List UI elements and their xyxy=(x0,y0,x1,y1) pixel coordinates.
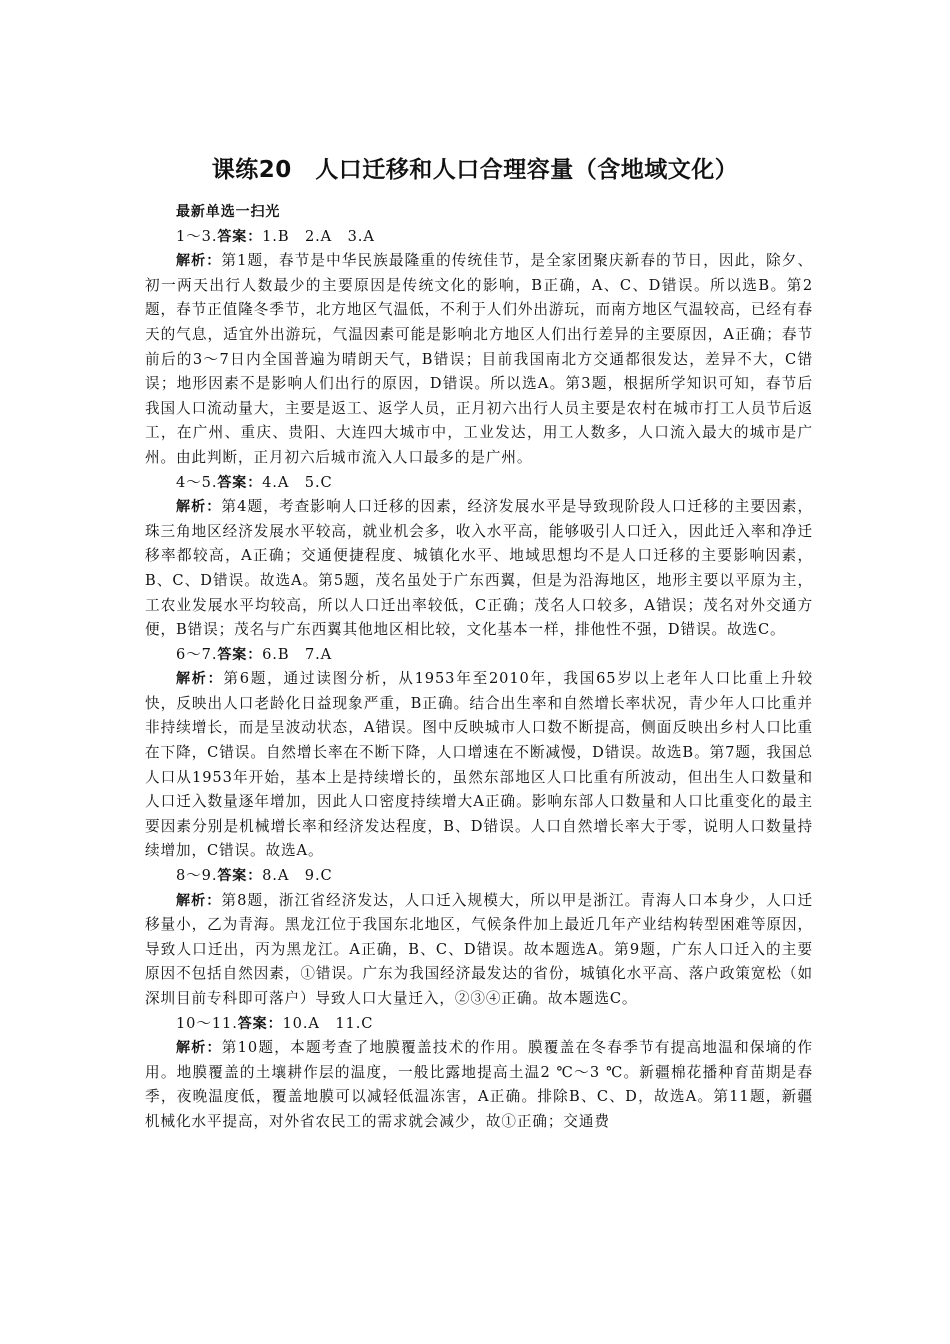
answer-values: 4.A 5.C xyxy=(262,473,333,491)
question-range: 10～11. xyxy=(176,1014,238,1032)
question-range: 4～5. xyxy=(176,473,218,491)
analysis-label: 解析： xyxy=(176,892,222,909)
answer-line xyxy=(145,225,813,250)
answer-line xyxy=(145,864,813,889)
answer-label: 答案： xyxy=(237,1015,283,1032)
section-heading-text: 最新单选一扫光 xyxy=(176,204,281,220)
answer-label: 答案： xyxy=(217,474,263,491)
answer-label: 答案： xyxy=(217,228,263,245)
question-range: 6～7. xyxy=(176,645,218,663)
analysis-text: 第6题，通过读图分析，从1953年至2010年，我国65岁以上老年人口比重上升较快，反映出人口老龄化日益现象严重，B正确。结合出生率和自然增长率状况，青少年人口比重并非持续增长，而是呈波动状态，A错误。图中反映城市人口数不断提高，侧面反映出乡村人口比重在下降，C错误。自然增长率在不断下降，人口增速在不断减慢，D错误。故选B。第7题，我国总人口从1953年开始，基本上是持续增长的，虽然东部地区人口比重有所波动，但出生人口数量和人口迁入数量逐年增加，因此人口密度持续增大A正确。影响东部人口数量和人口比重变化的最主要因素分别是机械增长率和经济发达程度，B、D错误。人口自然增长率大于零，说明人口数量持续增加，C错误。故选A。 xyxy=(145,670,814,860)
answer-label: 答案： xyxy=(217,646,263,663)
analysis-paragraph xyxy=(145,1036,813,1134)
question-range: 8～9. xyxy=(176,867,218,885)
analysis-text: 第4题，考查影响人口迁移的因素，经济发展水平是导致现阶段人口迁移的主要因素，珠三角地区经济发展水平较高，就业机会多，收入水平高，能够吸引人口迁入，因此迁入率和净迁移率都较高，A正确；交通便捷程度、城镇化水平、地域思想均不是人口迁移的主要影响因素，B、C、D错误。故选A。第5题，茂名虽处于广东西翼，但是为沿海地区，地形主要以平原为主，工农业发展水平均较高，所以人口迁出率较低，C正确；茂名人口较多，A错误；茂名对外交通方便，B错误；茂名与广东西翼其他地区相比较，文化基本一样，排他性不强，D错误。故选C。 xyxy=(145,498,813,639)
answer-line xyxy=(145,1012,813,1037)
answer-label: 答案： xyxy=(217,868,263,885)
question-range: 1～3. xyxy=(176,227,218,245)
answer-values: 1.B 2.A 3.A xyxy=(262,227,375,245)
answer-line xyxy=(145,643,813,668)
analysis-paragraph xyxy=(145,249,813,470)
analysis-label: 解析： xyxy=(176,671,224,688)
answer-line xyxy=(145,471,813,496)
answer-values: 8.A 9.C xyxy=(262,867,333,885)
page-title: 课练20 人口迁移和人口合理容量（含地域文化） xyxy=(211,157,739,183)
answer-values: 6.B 7.A xyxy=(262,645,333,663)
analysis-text: 第8题，浙江省经济发达，人口迁入规模大，所以甲是浙江。青海人口本身少，人口迁移量小，乙为青海。黑龙江位于我国东北地区，气候条件加上最近几年产业结构转型困难等原因，导致人口迁出，丙为黑龙江。A正确，B、C、D错误。故本题选A。第9题，广东人口迁入的主要原因不包括自然因素，①错误。广东为我国经济最发达的省份，城镇化水平高、落户政策宽松（如深圳目前专科即可落户）导致人口大量迁入，②③④正确。故本题选C。 xyxy=(145,891,813,1007)
analysis-text: 第1题，春节是中华民族最隆重的传统佳节，是全家团聚庆新春的节日，因此，除夕、初一两天出行人数最少的主要原因是传统文化的影响，B正确，A、C、D错误。所以选B。第2题，春节正值隆冬季节，北方地区气温低，不利于人们外出游玩，而南方地区气温较高，已经有春天的气息，适宜外出游玩，气温因素可能是影响北方地区人们出行差异的主要原因，A正确；春节前后的3～7日内全国普遍为晴朗天气，B错误；目前我国南北方交通都很发达，差异不大，C错误；地形因素不是影响人们出行的原因，D错误。所以选A。第3题，根据所学知识可知，春节后我国人口流动量大，主要是返工、返学人员，正月初六出行人员主要是农村在城市打工人员节后返工，在广州、重庆、贵阳、大连四大城市中，工业发达，用工人数多，人口流入最大的城市是广州。由此判断，正月初六后城市流入人口最多的是广州。 xyxy=(145,252,813,466)
document-body xyxy=(145,200,813,1135)
answer-values: 10.A 11.C xyxy=(282,1014,374,1032)
analysis-label: 解析： xyxy=(176,499,222,516)
analysis-text: 第10题，本题考查了地膜覆盖技术的作用。膜覆盖在冬春季节有提高地温和保墒的作用。地膜覆盖的土壤耕作层的温度，一般比露地提高土温2 ℃～3 ℃。新疆棉花播种育苗期是春季，夜晚温度低，覆盖地膜可以减轻低温冻害，A正确。排除B、C、D，故选A。第11题，新疆机械化水平提高，对外省农民工的需求就会减少，故①正确；交通费 xyxy=(145,1039,813,1130)
section-heading xyxy=(145,200,813,225)
analysis-label: 解析： xyxy=(176,253,222,270)
analysis-paragraph xyxy=(145,889,813,1012)
analysis-label: 解析： xyxy=(176,1040,222,1057)
analysis-paragraph xyxy=(145,495,813,643)
analysis-paragraph xyxy=(145,667,813,864)
